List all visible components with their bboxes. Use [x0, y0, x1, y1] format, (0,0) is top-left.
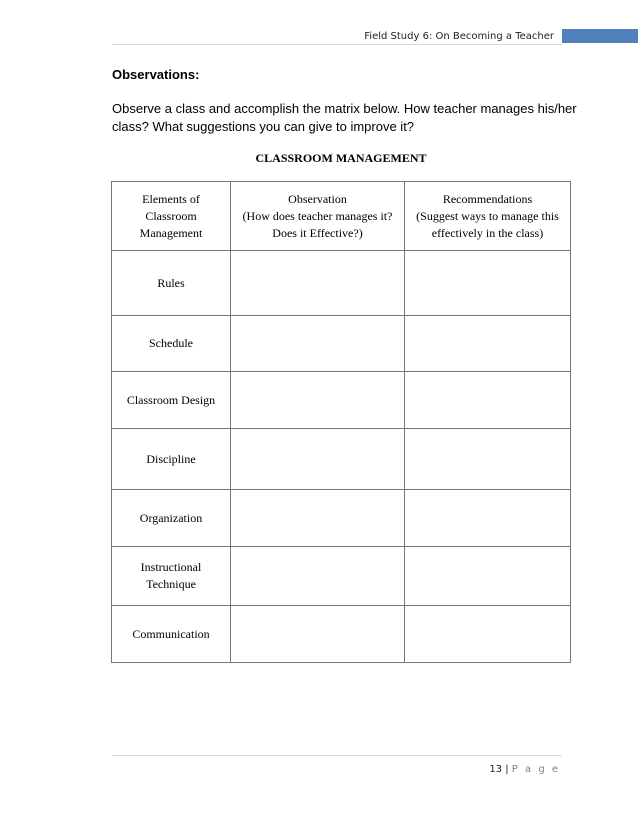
header-text: (How does teacher manages it? [242, 208, 393, 223]
row-label: Rules [112, 251, 231, 316]
row-label: Schedule [112, 316, 231, 372]
observation-cell[interactable] [231, 316, 405, 372]
table-title: CLASSROOM MANAGEMENT [255, 151, 427, 165]
observation-cell[interactable] [231, 429, 405, 490]
table-row [112, 547, 571, 606]
header-recommendations [405, 182, 571, 251]
table-row [112, 606, 571, 663]
row-label: Discipline [112, 429, 231, 490]
row-label-line: Instructional [140, 560, 202, 574]
table-row [112, 429, 571, 490]
page-number-value: 13 [489, 764, 503, 775]
header-text: Recommendations [442, 191, 533, 206]
header-text: effectively in the class) [431, 225, 544, 240]
header-text: (Suggest ways to manage this [416, 208, 559, 223]
table-header-row [112, 182, 571, 251]
row-label: Classroom Design [112, 372, 231, 429]
classroom-management-table [111, 181, 571, 663]
row-label [112, 547, 231, 606]
recommendation-cell[interactable] [405, 316, 571, 372]
observation-cell[interactable] [231, 372, 405, 429]
header-text: Observation [288, 191, 347, 206]
page-label: P a g e [511, 764, 560, 775]
table-row [112, 372, 571, 429]
header-elements [112, 182, 231, 251]
row-label: Communication [112, 606, 231, 663]
table-row [112, 251, 571, 316]
section-intro: Observe a class and accomplish the matrix below. How teacher manages his/her class? What suggestions you can give to improve it? [112, 101, 577, 134]
header-observation [231, 182, 405, 251]
header-text: Classroom [145, 208, 197, 223]
header-accent-bar [562, 29, 638, 43]
observation-cell[interactable] [231, 251, 405, 316]
table-row [112, 316, 571, 372]
observation-cell[interactable] [231, 547, 405, 606]
recommendation-cell[interactable] [405, 606, 571, 663]
recommendation-cell[interactable] [405, 490, 571, 547]
row-label: Organization [112, 490, 231, 547]
table-row [112, 490, 571, 547]
header-divider [112, 44, 562, 45]
recommendation-cell[interactable] [405, 372, 571, 429]
header-text: Management [139, 225, 203, 240]
page-separator: | [505, 764, 509, 775]
header-title: Field Study 6: On Becoming a Teacher [364, 31, 554, 42]
row-label-line: Technique [146, 577, 196, 591]
page-number [480, 764, 560, 775]
header-text: Does it Effective?) [272, 225, 363, 240]
header-text: Elements of [142, 191, 200, 206]
observation-cell[interactable] [231, 606, 405, 663]
footer-divider [112, 755, 562, 756]
recommendation-cell[interactable] [405, 547, 571, 606]
recommendation-cell[interactable] [405, 251, 571, 316]
section-heading: Observations: [112, 67, 200, 82]
recommendation-cell[interactable] [405, 429, 571, 490]
observation-cell[interactable] [231, 490, 405, 547]
